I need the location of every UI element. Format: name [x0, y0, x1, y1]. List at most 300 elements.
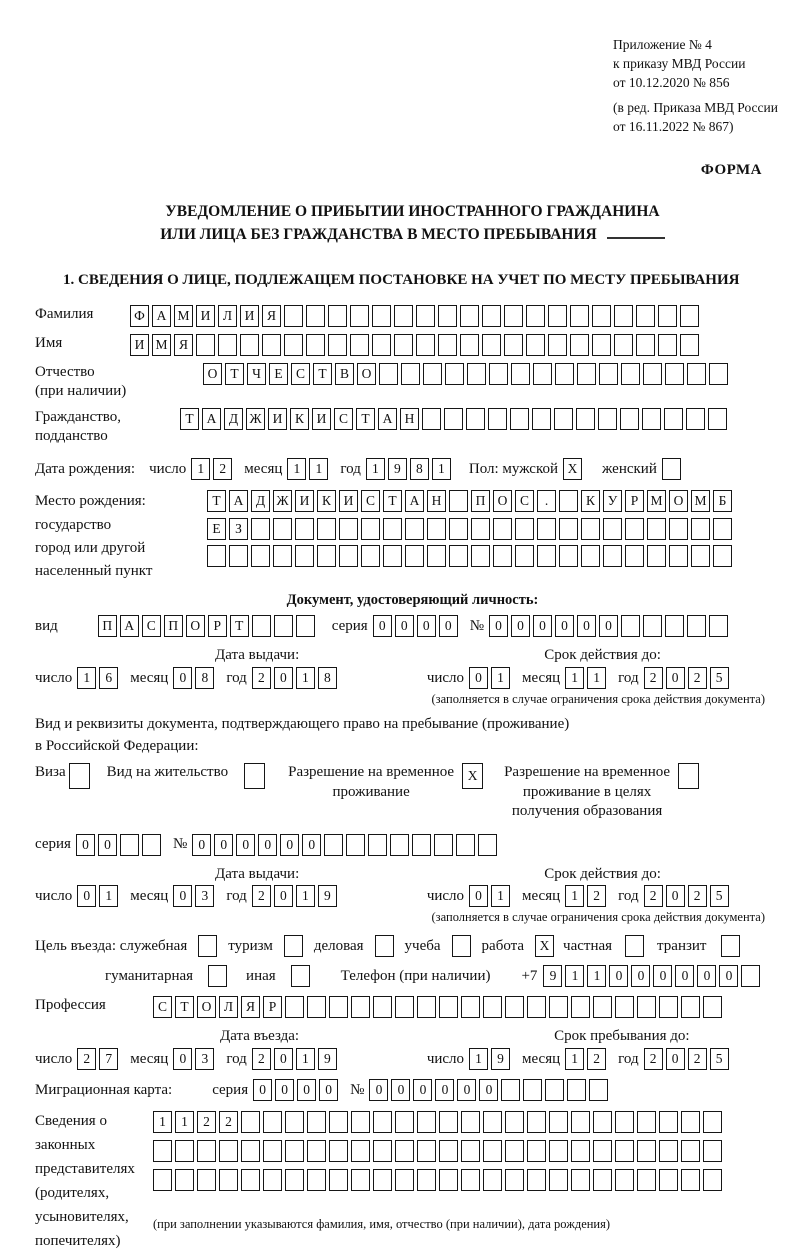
char-cell[interactable]: [703, 1111, 722, 1133]
char-cell[interactable]: 1: [587, 667, 606, 689]
char-cell[interactable]: З: [229, 518, 248, 540]
char-cell[interactable]: [493, 518, 512, 540]
char-cell[interactable]: 1: [432, 458, 451, 480]
char-cell[interactable]: [373, 1111, 392, 1133]
char-cell[interactable]: [620, 408, 639, 430]
char-cell[interactable]: [615, 1111, 634, 1133]
char-cell[interactable]: [262, 334, 281, 356]
char-cell[interactable]: .: [537, 490, 556, 512]
char-cell[interactable]: [713, 545, 732, 567]
char-cell[interactable]: И: [130, 334, 149, 356]
char-cell[interactable]: [373, 1169, 392, 1191]
char-cell[interactable]: [493, 545, 512, 567]
char-cell[interactable]: [581, 545, 600, 567]
char-cell[interactable]: 0: [439, 615, 458, 637]
char-cell[interactable]: 8: [410, 458, 429, 480]
char-cell[interactable]: 0: [435, 1079, 454, 1101]
char-cell[interactable]: [351, 1111, 370, 1133]
char-cell[interactable]: 0: [666, 885, 685, 907]
char-cell[interactable]: [570, 334, 589, 356]
char-cell[interactable]: 1: [309, 458, 328, 480]
char-cell[interactable]: [721, 935, 740, 957]
char-cell[interactable]: С: [361, 490, 380, 512]
char-cell[interactable]: [284, 334, 303, 356]
char-cell[interactable]: 0: [609, 965, 628, 987]
char-cell[interactable]: [395, 1111, 414, 1133]
char-cell[interactable]: [621, 615, 640, 637]
char-cell[interactable]: 1: [587, 965, 606, 987]
char-cell[interactable]: П: [164, 615, 183, 637]
char-cell[interactable]: [285, 1140, 304, 1162]
char-cell[interactable]: [593, 1140, 612, 1162]
char-cell[interactable]: [526, 305, 545, 327]
char-cell[interactable]: [412, 834, 431, 856]
char-cell[interactable]: 0: [192, 834, 211, 856]
char-cell[interactable]: [504, 305, 523, 327]
char-cell[interactable]: [368, 834, 387, 856]
char-cell[interactable]: 1: [296, 885, 315, 907]
char-cell[interactable]: 0: [577, 615, 596, 637]
char-cell[interactable]: [545, 1079, 564, 1101]
char-cell[interactable]: О: [186, 615, 205, 637]
char-cell[interactable]: Т: [230, 615, 249, 637]
char-cell[interactable]: 5: [710, 1048, 729, 1070]
char-cell[interactable]: Т: [383, 490, 402, 512]
char-cell[interactable]: 0: [479, 1079, 498, 1101]
char-cell[interactable]: С: [334, 408, 353, 430]
char-cell[interactable]: 0: [236, 834, 255, 856]
char-cell[interactable]: 0: [391, 1079, 410, 1101]
char-cell[interactable]: [394, 305, 413, 327]
char-cell[interactable]: [452, 935, 471, 957]
char-cell[interactable]: 0: [214, 834, 233, 856]
char-cell[interactable]: [577, 363, 596, 385]
char-cell[interactable]: [501, 1079, 520, 1101]
char-cell[interactable]: Д: [224, 408, 243, 430]
char-cell[interactable]: 2: [219, 1111, 238, 1133]
char-cell[interactable]: [713, 518, 732, 540]
residence-permit-checkbox[interactable]: [244, 763, 268, 789]
char-cell[interactable]: [511, 363, 530, 385]
char-cell[interactable]: [461, 1140, 480, 1162]
char-cell[interactable]: [241, 1169, 260, 1191]
char-cell[interactable]: 9: [491, 1048, 510, 1070]
char-cell[interactable]: [461, 1169, 480, 1191]
char-cell[interactable]: И: [268, 408, 287, 430]
char-cell[interactable]: М: [152, 334, 171, 356]
char-cell[interactable]: [681, 1111, 700, 1133]
char-cell[interactable]: [373, 996, 392, 1018]
char-cell[interactable]: А: [378, 408, 397, 430]
char-cell[interactable]: Я: [174, 334, 193, 356]
char-cell[interactable]: [527, 1169, 546, 1191]
char-cell[interactable]: 3: [195, 1048, 214, 1070]
char-cell[interactable]: [659, 996, 678, 1018]
char-cell[interactable]: 1: [491, 885, 510, 907]
char-cell[interactable]: К: [317, 490, 336, 512]
edu-permit-checkbox[interactable]: [678, 763, 702, 789]
char-cell[interactable]: Б: [713, 490, 732, 512]
char-cell[interactable]: [593, 1111, 612, 1133]
char-cell[interactable]: [438, 305, 457, 327]
char-cell[interactable]: [263, 1140, 282, 1162]
char-cell[interactable]: X: [462, 763, 483, 789]
char-cell[interactable]: [592, 305, 611, 327]
char-cell[interactable]: [449, 518, 468, 540]
char-cell[interactable]: [456, 834, 475, 856]
char-cell[interactable]: X: [563, 458, 582, 480]
char-cell[interactable]: 0: [666, 667, 685, 689]
char-cell[interactable]: Т: [313, 363, 332, 385]
char-cell[interactable]: [489, 363, 508, 385]
char-cell[interactable]: П: [98, 615, 117, 637]
char-cell[interactable]: [482, 305, 501, 327]
char-cell[interactable]: [306, 334, 325, 356]
char-cell[interactable]: [461, 996, 480, 1018]
purpose-other-checkbox[interactable]: [291, 965, 313, 987]
char-cell[interactable]: 2: [252, 667, 271, 689]
char-cell[interactable]: [510, 408, 529, 430]
char-cell[interactable]: [515, 518, 534, 540]
char-cell[interactable]: [439, 1169, 458, 1191]
char-cell[interactable]: [637, 1140, 656, 1162]
char-cell[interactable]: [659, 1111, 678, 1133]
char-cell[interactable]: 9: [318, 885, 337, 907]
char-cell[interactable]: [329, 1140, 348, 1162]
char-cell[interactable]: А: [405, 490, 424, 512]
char-cell[interactable]: [658, 334, 677, 356]
char-cell[interactable]: [405, 545, 424, 567]
char-cell[interactable]: 0: [98, 834, 117, 856]
char-cell[interactable]: 8: [318, 667, 337, 689]
char-cell[interactable]: [680, 334, 699, 356]
char-cell[interactable]: [350, 334, 369, 356]
char-cell[interactable]: [445, 363, 464, 385]
char-cell[interactable]: Ч: [247, 363, 266, 385]
char-cell[interactable]: В: [335, 363, 354, 385]
char-cell[interactable]: О: [357, 363, 376, 385]
char-cell[interactable]: 1: [366, 458, 385, 480]
char-cell[interactable]: [527, 996, 546, 1018]
char-cell[interactable]: [351, 1140, 370, 1162]
char-cell[interactable]: 2: [688, 885, 707, 907]
char-cell[interactable]: [478, 834, 497, 856]
char-cell[interactable]: [351, 996, 370, 1018]
char-cell[interactable]: [708, 408, 727, 430]
char-cell[interactable]: 5: [710, 667, 729, 689]
char-cell[interactable]: С: [153, 996, 172, 1018]
char-cell[interactable]: [401, 363, 420, 385]
char-cell[interactable]: [207, 545, 226, 567]
char-cell[interactable]: [505, 1111, 524, 1133]
char-cell[interactable]: С: [291, 363, 310, 385]
char-cell[interactable]: [142, 834, 161, 856]
char-cell[interactable]: [153, 1140, 172, 1162]
char-cell[interactable]: [686, 408, 705, 430]
char-cell[interactable]: Д: [251, 490, 270, 512]
char-cell[interactable]: [526, 334, 545, 356]
char-cell[interactable]: [390, 834, 409, 856]
char-cell[interactable]: [175, 1169, 194, 1191]
char-cell[interactable]: [614, 334, 633, 356]
char-cell[interactable]: С: [142, 615, 161, 637]
char-cell[interactable]: 0: [631, 965, 650, 987]
purpose-business-checkbox[interactable]: [375, 935, 397, 957]
char-cell[interactable]: [665, 615, 684, 637]
char-cell[interactable]: [559, 518, 578, 540]
char-cell[interactable]: [324, 834, 343, 856]
char-cell[interactable]: [637, 1169, 656, 1191]
char-cell[interactable]: [467, 363, 486, 385]
char-cell[interactable]: 1: [296, 1048, 315, 1070]
char-cell[interactable]: [439, 1111, 458, 1133]
char-cell[interactable]: 0: [253, 1079, 272, 1101]
char-cell[interactable]: [658, 305, 677, 327]
char-cell[interactable]: 2: [587, 885, 606, 907]
char-cell[interactable]: 0: [173, 667, 192, 689]
char-cell[interactable]: [559, 545, 578, 567]
char-cell[interactable]: [643, 615, 662, 637]
char-cell[interactable]: П: [471, 490, 490, 512]
sex-male-checkbox[interactable]: [563, 458, 585, 480]
char-cell[interactable]: [69, 763, 90, 789]
char-cell[interactable]: Е: [269, 363, 288, 385]
char-cell[interactable]: [691, 545, 710, 567]
char-cell[interactable]: [449, 490, 468, 512]
char-cell[interactable]: [307, 996, 326, 1018]
char-cell[interactable]: [427, 518, 446, 540]
char-cell[interactable]: 1: [469, 1048, 488, 1070]
char-cell[interactable]: [379, 363, 398, 385]
char-cell[interactable]: [614, 305, 633, 327]
purpose-transit-checkbox[interactable]: [721, 935, 743, 957]
temp-permit-checkbox[interactable]: [462, 763, 486, 789]
char-cell[interactable]: [284, 935, 303, 957]
char-cell[interactable]: [375, 935, 394, 957]
char-cell[interactable]: 1: [175, 1111, 194, 1133]
char-cell[interactable]: [218, 334, 237, 356]
char-cell[interactable]: [662, 458, 681, 480]
char-cell[interactable]: [709, 615, 728, 637]
char-cell[interactable]: [681, 996, 700, 1018]
char-cell[interactable]: [471, 545, 490, 567]
char-cell[interactable]: Т: [175, 996, 194, 1018]
char-cell[interactable]: Л: [218, 305, 237, 327]
char-cell[interactable]: [533, 363, 552, 385]
char-cell[interactable]: [339, 545, 358, 567]
char-cell[interactable]: О: [203, 363, 222, 385]
char-cell[interactable]: [505, 996, 524, 1018]
char-cell[interactable]: А: [152, 305, 171, 327]
char-cell[interactable]: [647, 518, 666, 540]
char-cell[interactable]: [593, 996, 612, 1018]
char-cell[interactable]: 1: [77, 667, 96, 689]
char-cell[interactable]: [383, 545, 402, 567]
char-cell[interactable]: [307, 1111, 326, 1133]
char-cell[interactable]: [395, 1140, 414, 1162]
char-cell[interactable]: 2: [644, 1048, 663, 1070]
char-cell[interactable]: 1: [153, 1111, 172, 1133]
char-cell[interactable]: А: [120, 615, 139, 637]
char-cell[interactable]: [659, 1169, 678, 1191]
char-cell[interactable]: [285, 1169, 304, 1191]
char-cell[interactable]: [483, 1111, 502, 1133]
char-cell[interactable]: [554, 408, 573, 430]
char-cell[interactable]: [567, 1079, 586, 1101]
char-cell[interactable]: [373, 1140, 392, 1162]
char-cell[interactable]: Н: [400, 408, 419, 430]
char-cell[interactable]: [709, 363, 728, 385]
char-cell[interactable]: О: [493, 490, 512, 512]
char-cell[interactable]: Ж: [273, 490, 292, 512]
char-cell[interactable]: [273, 518, 292, 540]
char-cell[interactable]: 2: [77, 1048, 96, 1070]
char-cell[interactable]: [416, 305, 435, 327]
char-cell[interactable]: [329, 1169, 348, 1191]
char-cell[interactable]: [263, 1111, 282, 1133]
char-cell[interactable]: [548, 305, 567, 327]
char-cell[interactable]: [449, 545, 468, 567]
char-cell[interactable]: [681, 1140, 700, 1162]
char-cell[interactable]: [417, 996, 436, 1018]
char-cell[interactable]: С: [515, 490, 534, 512]
char-cell[interactable]: [244, 763, 265, 789]
char-cell[interactable]: [394, 334, 413, 356]
char-cell[interactable]: [581, 518, 600, 540]
char-cell[interactable]: [687, 615, 706, 637]
char-cell[interactable]: [703, 1140, 722, 1162]
char-cell[interactable]: [621, 363, 640, 385]
char-cell[interactable]: [251, 518, 270, 540]
char-cell[interactable]: [527, 1140, 546, 1162]
char-cell[interactable]: [691, 518, 710, 540]
char-cell[interactable]: [527, 1111, 546, 1133]
char-cell[interactable]: [295, 545, 314, 567]
purpose-tourism-checkbox[interactable]: [284, 935, 306, 957]
char-cell[interactable]: [196, 334, 215, 356]
char-cell[interactable]: 0: [173, 885, 192, 907]
char-cell[interactable]: 0: [719, 965, 738, 987]
char-cell[interactable]: [219, 1169, 238, 1191]
char-cell[interactable]: [549, 1169, 568, 1191]
char-cell[interactable]: 0: [395, 615, 414, 637]
char-cell[interactable]: [570, 305, 589, 327]
char-cell[interactable]: [438, 334, 457, 356]
char-cell[interactable]: [505, 1169, 524, 1191]
char-cell[interactable]: 1: [565, 965, 584, 987]
char-cell[interactable]: [317, 545, 336, 567]
char-cell[interactable]: 5: [710, 885, 729, 907]
char-cell[interactable]: А: [229, 490, 248, 512]
char-cell[interactable]: [317, 518, 336, 540]
char-cell[interactable]: Р: [625, 490, 644, 512]
char-cell[interactable]: [306, 305, 325, 327]
char-cell[interactable]: 3: [195, 885, 214, 907]
char-cell[interactable]: [589, 1079, 608, 1101]
char-cell[interactable]: [120, 834, 139, 856]
char-cell[interactable]: [198, 935, 217, 957]
char-cell[interactable]: 9: [318, 1048, 337, 1070]
char-cell[interactable]: 0: [373, 615, 392, 637]
char-cell[interactable]: Т: [356, 408, 375, 430]
char-cell[interactable]: [483, 1169, 502, 1191]
char-cell[interactable]: [678, 763, 699, 789]
char-cell[interactable]: [328, 305, 347, 327]
char-cell[interactable]: 9: [388, 458, 407, 480]
char-cell[interactable]: 2: [197, 1111, 216, 1133]
char-cell[interactable]: 2: [688, 1048, 707, 1070]
char-cell[interactable]: Р: [208, 615, 227, 637]
char-cell[interactable]: 0: [457, 1079, 476, 1101]
char-cell[interactable]: 1: [191, 458, 210, 480]
char-cell[interactable]: [339, 518, 358, 540]
char-cell[interactable]: А: [202, 408, 221, 430]
char-cell[interactable]: [593, 1169, 612, 1191]
char-cell[interactable]: М: [174, 305, 193, 327]
char-cell[interactable]: [417, 1169, 436, 1191]
char-cell[interactable]: 8: [195, 667, 214, 689]
char-cell[interactable]: [571, 1111, 590, 1133]
char-cell[interactable]: 1: [296, 667, 315, 689]
char-cell[interactable]: [625, 518, 644, 540]
char-cell[interactable]: [681, 1169, 700, 1191]
char-cell[interactable]: 0: [489, 615, 508, 637]
char-cell[interactable]: Ф: [130, 305, 149, 327]
char-cell[interactable]: [460, 305, 479, 327]
char-cell[interactable]: [197, 1140, 216, 1162]
char-cell[interactable]: Т: [180, 408, 199, 430]
char-cell[interactable]: И: [339, 490, 358, 512]
char-cell[interactable]: [599, 363, 618, 385]
char-cell[interactable]: [252, 615, 271, 637]
char-cell[interactable]: 0: [675, 965, 694, 987]
char-cell[interactable]: 2: [644, 885, 663, 907]
char-cell[interactable]: [251, 545, 270, 567]
char-cell[interactable]: Е: [207, 518, 226, 540]
char-cell[interactable]: [416, 334, 435, 356]
char-cell[interactable]: [423, 363, 442, 385]
char-cell[interactable]: [427, 545, 446, 567]
char-cell[interactable]: 0: [275, 1079, 294, 1101]
char-cell[interactable]: К: [290, 408, 309, 430]
char-cell[interactable]: [383, 518, 402, 540]
char-cell[interactable]: [637, 996, 656, 1018]
char-cell[interactable]: [466, 408, 485, 430]
char-cell[interactable]: Л: [219, 996, 238, 1018]
char-cell[interactable]: [307, 1140, 326, 1162]
char-cell[interactable]: [537, 545, 556, 567]
char-cell[interactable]: [240, 334, 259, 356]
char-cell[interactable]: 0: [555, 615, 574, 637]
char-cell[interactable]: [295, 518, 314, 540]
char-cell[interactable]: [483, 996, 502, 1018]
char-cell[interactable]: К: [581, 490, 600, 512]
char-cell[interactable]: [615, 1169, 634, 1191]
char-cell[interactable]: [647, 545, 666, 567]
char-cell[interactable]: [417, 1140, 436, 1162]
char-cell[interactable]: [488, 408, 507, 430]
char-cell[interactable]: 9: [543, 965, 562, 987]
char-cell[interactable]: Н: [427, 490, 446, 512]
char-cell[interactable]: [571, 996, 590, 1018]
char-cell[interactable]: [549, 1111, 568, 1133]
char-cell[interactable]: 0: [297, 1079, 316, 1101]
char-cell[interactable]: [208, 965, 227, 987]
char-cell[interactable]: [444, 408, 463, 430]
char-cell[interactable]: О: [669, 490, 688, 512]
char-cell[interactable]: И: [196, 305, 215, 327]
char-cell[interactable]: [350, 305, 369, 327]
